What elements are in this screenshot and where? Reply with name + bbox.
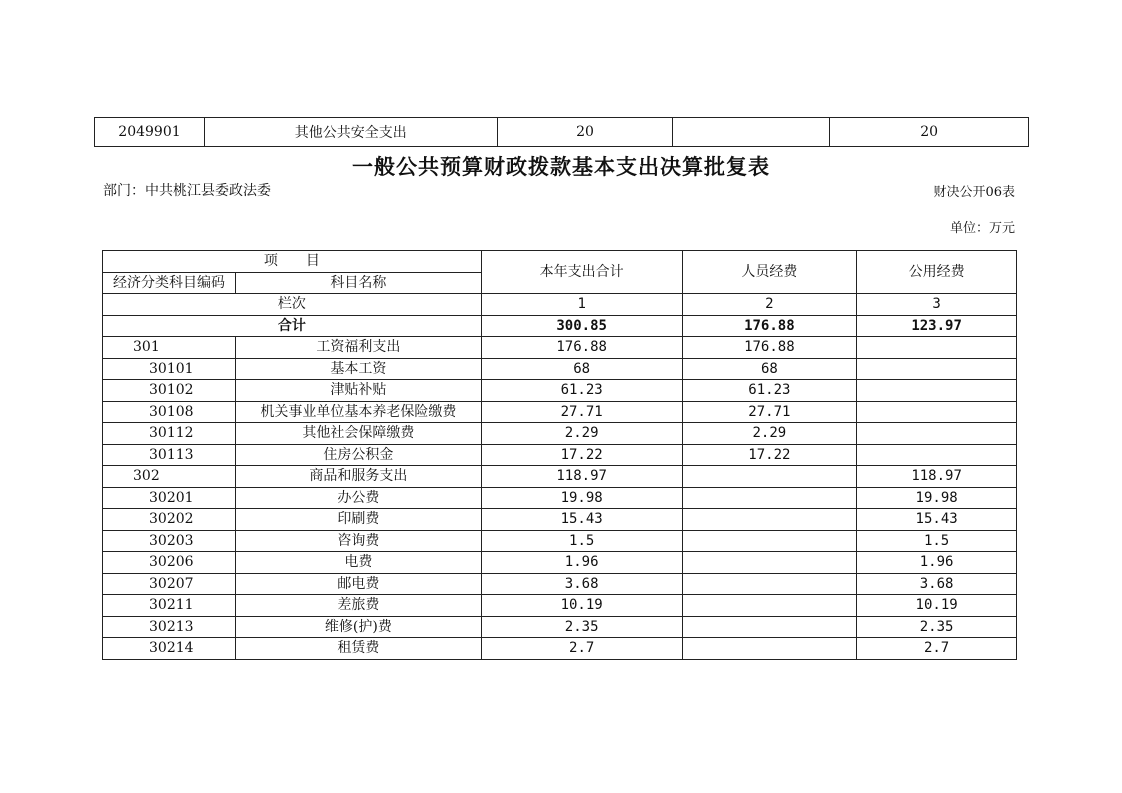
total-cell: 1.96 [481, 552, 682, 574]
public-cell [857, 401, 1017, 423]
header-econ-code: 经济分类科目编码 [103, 272, 236, 294]
code-cell: 30101 [103, 358, 236, 380]
personnel-cell [682, 595, 857, 617]
table-row [103, 423, 1017, 445]
header-subject-name: 科目名称 [235, 272, 481, 294]
name-cell: 邮电费 [235, 573, 481, 595]
code-cell: 30202 [103, 509, 236, 531]
name-cell: 机关事业单位基本养老保险缴费 [235, 401, 481, 423]
public-cell [857, 380, 1017, 402]
personnel-cell [682, 509, 857, 531]
name-cell: 其他社会保障缴费 [235, 423, 481, 445]
previous-table-fragment [94, 117, 1029, 147]
total-cell: 3.68 [481, 573, 682, 595]
code-cell: 30201 [103, 487, 236, 509]
header-total: 本年支出合计 [481, 251, 682, 294]
personnel-cell: 27.71 [682, 401, 857, 423]
name-cell: 住房公积金 [235, 444, 481, 466]
total-personnel: 176.88 [682, 315, 857, 337]
prev-total-cell: 20 [497, 118, 673, 147]
total-cell: 68 [481, 358, 682, 380]
code-cell: 30108 [103, 401, 236, 423]
total-cell: 27.71 [481, 401, 682, 423]
personnel-cell [682, 487, 857, 509]
code-cell: 30206 [103, 552, 236, 574]
public-cell: 2.35 [857, 616, 1017, 638]
total-cell: 17.22 [481, 444, 682, 466]
name-cell: 电费 [235, 552, 481, 574]
table-row [103, 466, 1017, 488]
table-code-label: 财决公开06表 [933, 185, 1015, 200]
total-cell: 1.5 [481, 530, 682, 552]
total-label: 合计 [103, 315, 482, 337]
total-row [103, 315, 1017, 337]
code-cell: 30203 [103, 530, 236, 552]
personnel-cell [682, 616, 857, 638]
code-cell: 30112 [103, 423, 236, 445]
table-row [103, 444, 1017, 466]
prev-name-cell: 其他公共安全支出 [204, 118, 497, 147]
header-public: 公用经费 [857, 251, 1017, 294]
public-cell [857, 358, 1017, 380]
personnel-cell: 68 [682, 358, 857, 380]
name-cell: 办公费 [235, 487, 481, 509]
code-cell: 302 [103, 466, 236, 488]
total-cell: 2.29 [481, 423, 682, 445]
column-number-3: 3 [857, 294, 1017, 316]
name-cell: 维修(护)费 [235, 616, 481, 638]
table-row [103, 509, 1017, 531]
personnel-cell [682, 466, 857, 488]
public-cell: 10.19 [857, 595, 1017, 617]
prev-project-cell: 20 [830, 118, 1029, 147]
public-cell: 15.43 [857, 509, 1017, 531]
table-row [95, 118, 1029, 147]
personnel-cell [682, 638, 857, 660]
name-cell: 基本工资 [235, 358, 481, 380]
personnel-cell: 176.88 [682, 337, 857, 359]
prev-basic-cell [673, 118, 830, 147]
unit-label: 单位：万元 [949, 221, 1015, 236]
name-cell: 咨询费 [235, 530, 481, 552]
table-row [103, 401, 1017, 423]
table-row [103, 595, 1017, 617]
public-cell [857, 444, 1017, 466]
table-row [103, 573, 1017, 595]
code-cell: 30207 [103, 573, 236, 595]
table-row [103, 530, 1017, 552]
name-cell: 工资福利支出 [235, 337, 481, 359]
public-cell [857, 337, 1017, 359]
total-cell: 10.19 [481, 595, 682, 617]
name-cell: 印刷费 [235, 509, 481, 531]
column-number-2: 2 [682, 294, 857, 316]
total-cell: 61.23 [481, 380, 682, 402]
total-cell: 118.97 [481, 466, 682, 488]
name-cell: 差旅费 [235, 595, 481, 617]
code-cell: 30214 [103, 638, 236, 660]
total-public: 123.97 [857, 315, 1017, 337]
public-cell: 19.98 [857, 487, 1017, 509]
header-item: 项 目 [103, 251, 482, 273]
personnel-cell [682, 552, 857, 574]
public-cell: 1.96 [857, 552, 1017, 574]
public-cell: 1.5 [857, 530, 1017, 552]
table-row [103, 487, 1017, 509]
public-cell: 3.68 [857, 573, 1017, 595]
total-value: 300.85 [481, 315, 682, 337]
code-cell: 30211 [103, 595, 236, 617]
column-label: 栏次 [103, 294, 482, 316]
name-cell: 租赁费 [235, 638, 481, 660]
name-cell: 津贴补贴 [235, 380, 481, 402]
personnel-cell: 17.22 [682, 444, 857, 466]
total-cell: 19.98 [481, 487, 682, 509]
personnel-cell: 2.29 [682, 423, 857, 445]
personnel-cell [682, 530, 857, 552]
name-cell: 商品和服务支出 [235, 466, 481, 488]
public-cell [857, 423, 1017, 445]
header-personnel: 人员经费 [682, 251, 857, 294]
public-cell: 118.97 [857, 466, 1017, 488]
total-cell: 2.35 [481, 616, 682, 638]
column-number-1: 1 [481, 294, 682, 316]
table-row [103, 337, 1017, 359]
table-row [103, 616, 1017, 638]
public-cell: 2.7 [857, 638, 1017, 660]
table-row [103, 638, 1017, 660]
header-row [103, 251, 1017, 273]
table-row [103, 552, 1017, 574]
column-number-row [103, 294, 1017, 316]
personnel-cell: 61.23 [682, 380, 857, 402]
personnel-cell [682, 573, 857, 595]
table-row [103, 380, 1017, 402]
department-label: 部门：中共桃江县委政法委 [103, 183, 271, 199]
expenditure-table [102, 250, 1017, 660]
code-cell: 30113 [103, 444, 236, 466]
page-title: 一般公共预算财政拨款基本支出决算批复表 [352, 154, 770, 179]
table-row [103, 358, 1017, 380]
total-cell: 2.7 [481, 638, 682, 660]
prev-code-cell: 2049901 [95, 118, 205, 147]
total-cell: 15.43 [481, 509, 682, 531]
code-cell: 301 [103, 337, 236, 359]
code-cell: 30213 [103, 616, 236, 638]
total-cell: 176.88 [481, 337, 682, 359]
code-cell: 30102 [103, 380, 236, 402]
